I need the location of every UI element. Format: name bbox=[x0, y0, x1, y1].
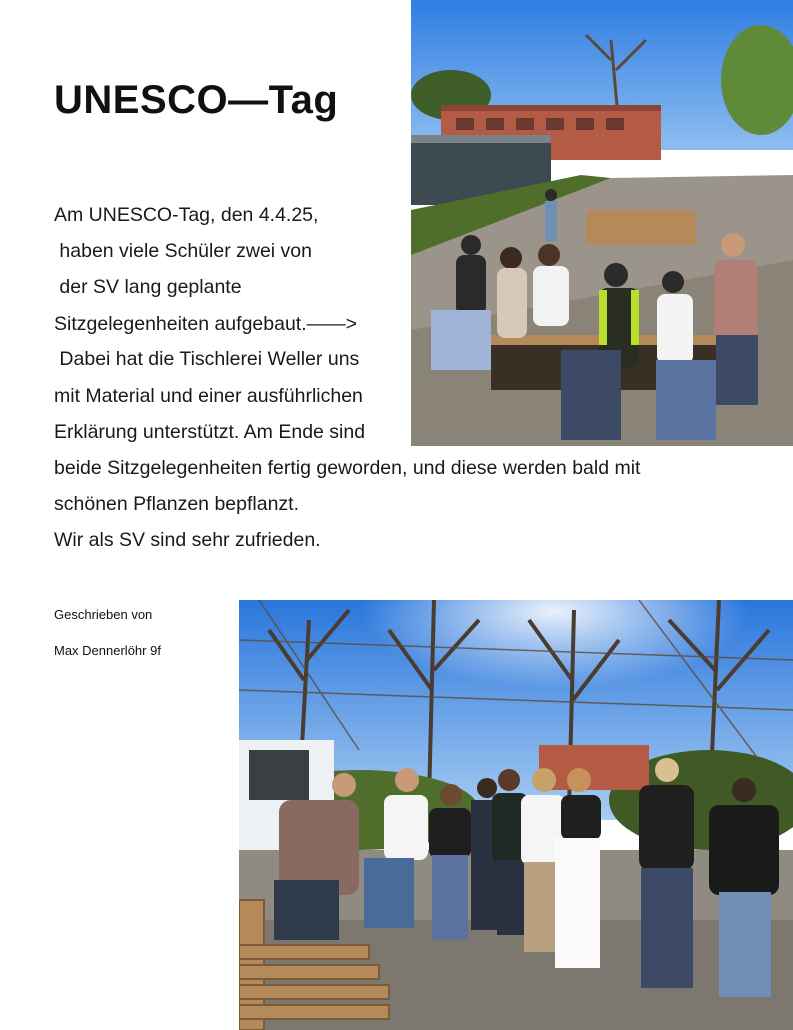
article-body-line: Erklärung unterstützt. Am Ende sind bbox=[54, 421, 366, 443]
article-body-line: haben viele Schüler zwei von bbox=[54, 240, 312, 262]
article-body-line: Sitzgelegenheiten aufgebaut.——> bbox=[54, 313, 358, 335]
byline-label: Geschrieben von bbox=[54, 607, 153, 622]
photo-students-on-benches bbox=[411, 0, 793, 446]
article-body-line: beide Sitzgelegenheiten fertig geworden, und diese werden bald mit bbox=[54, 457, 641, 479]
article-body-line: Am UNESCO-Tag, den 4.4.25, bbox=[54, 204, 319, 226]
article-body-line: der SV lang geplante bbox=[54, 276, 242, 298]
article-body-line: mit Material und einer ausführlichen bbox=[54, 385, 363, 407]
article-body-line: Wir als SV sind sehr zufrieden. bbox=[54, 529, 321, 551]
photo-group-with-tools bbox=[239, 600, 793, 1030]
article-title: UNESCO—Tag bbox=[54, 78, 339, 122]
byline-author: Max Dennerlöhr 9f bbox=[54, 643, 161, 658]
article-body-line: Dabei hat die Tischlerei Weller uns bbox=[54, 348, 360, 370]
article-body-line: schönen Pflanzen bepflanzt. bbox=[54, 493, 300, 515]
